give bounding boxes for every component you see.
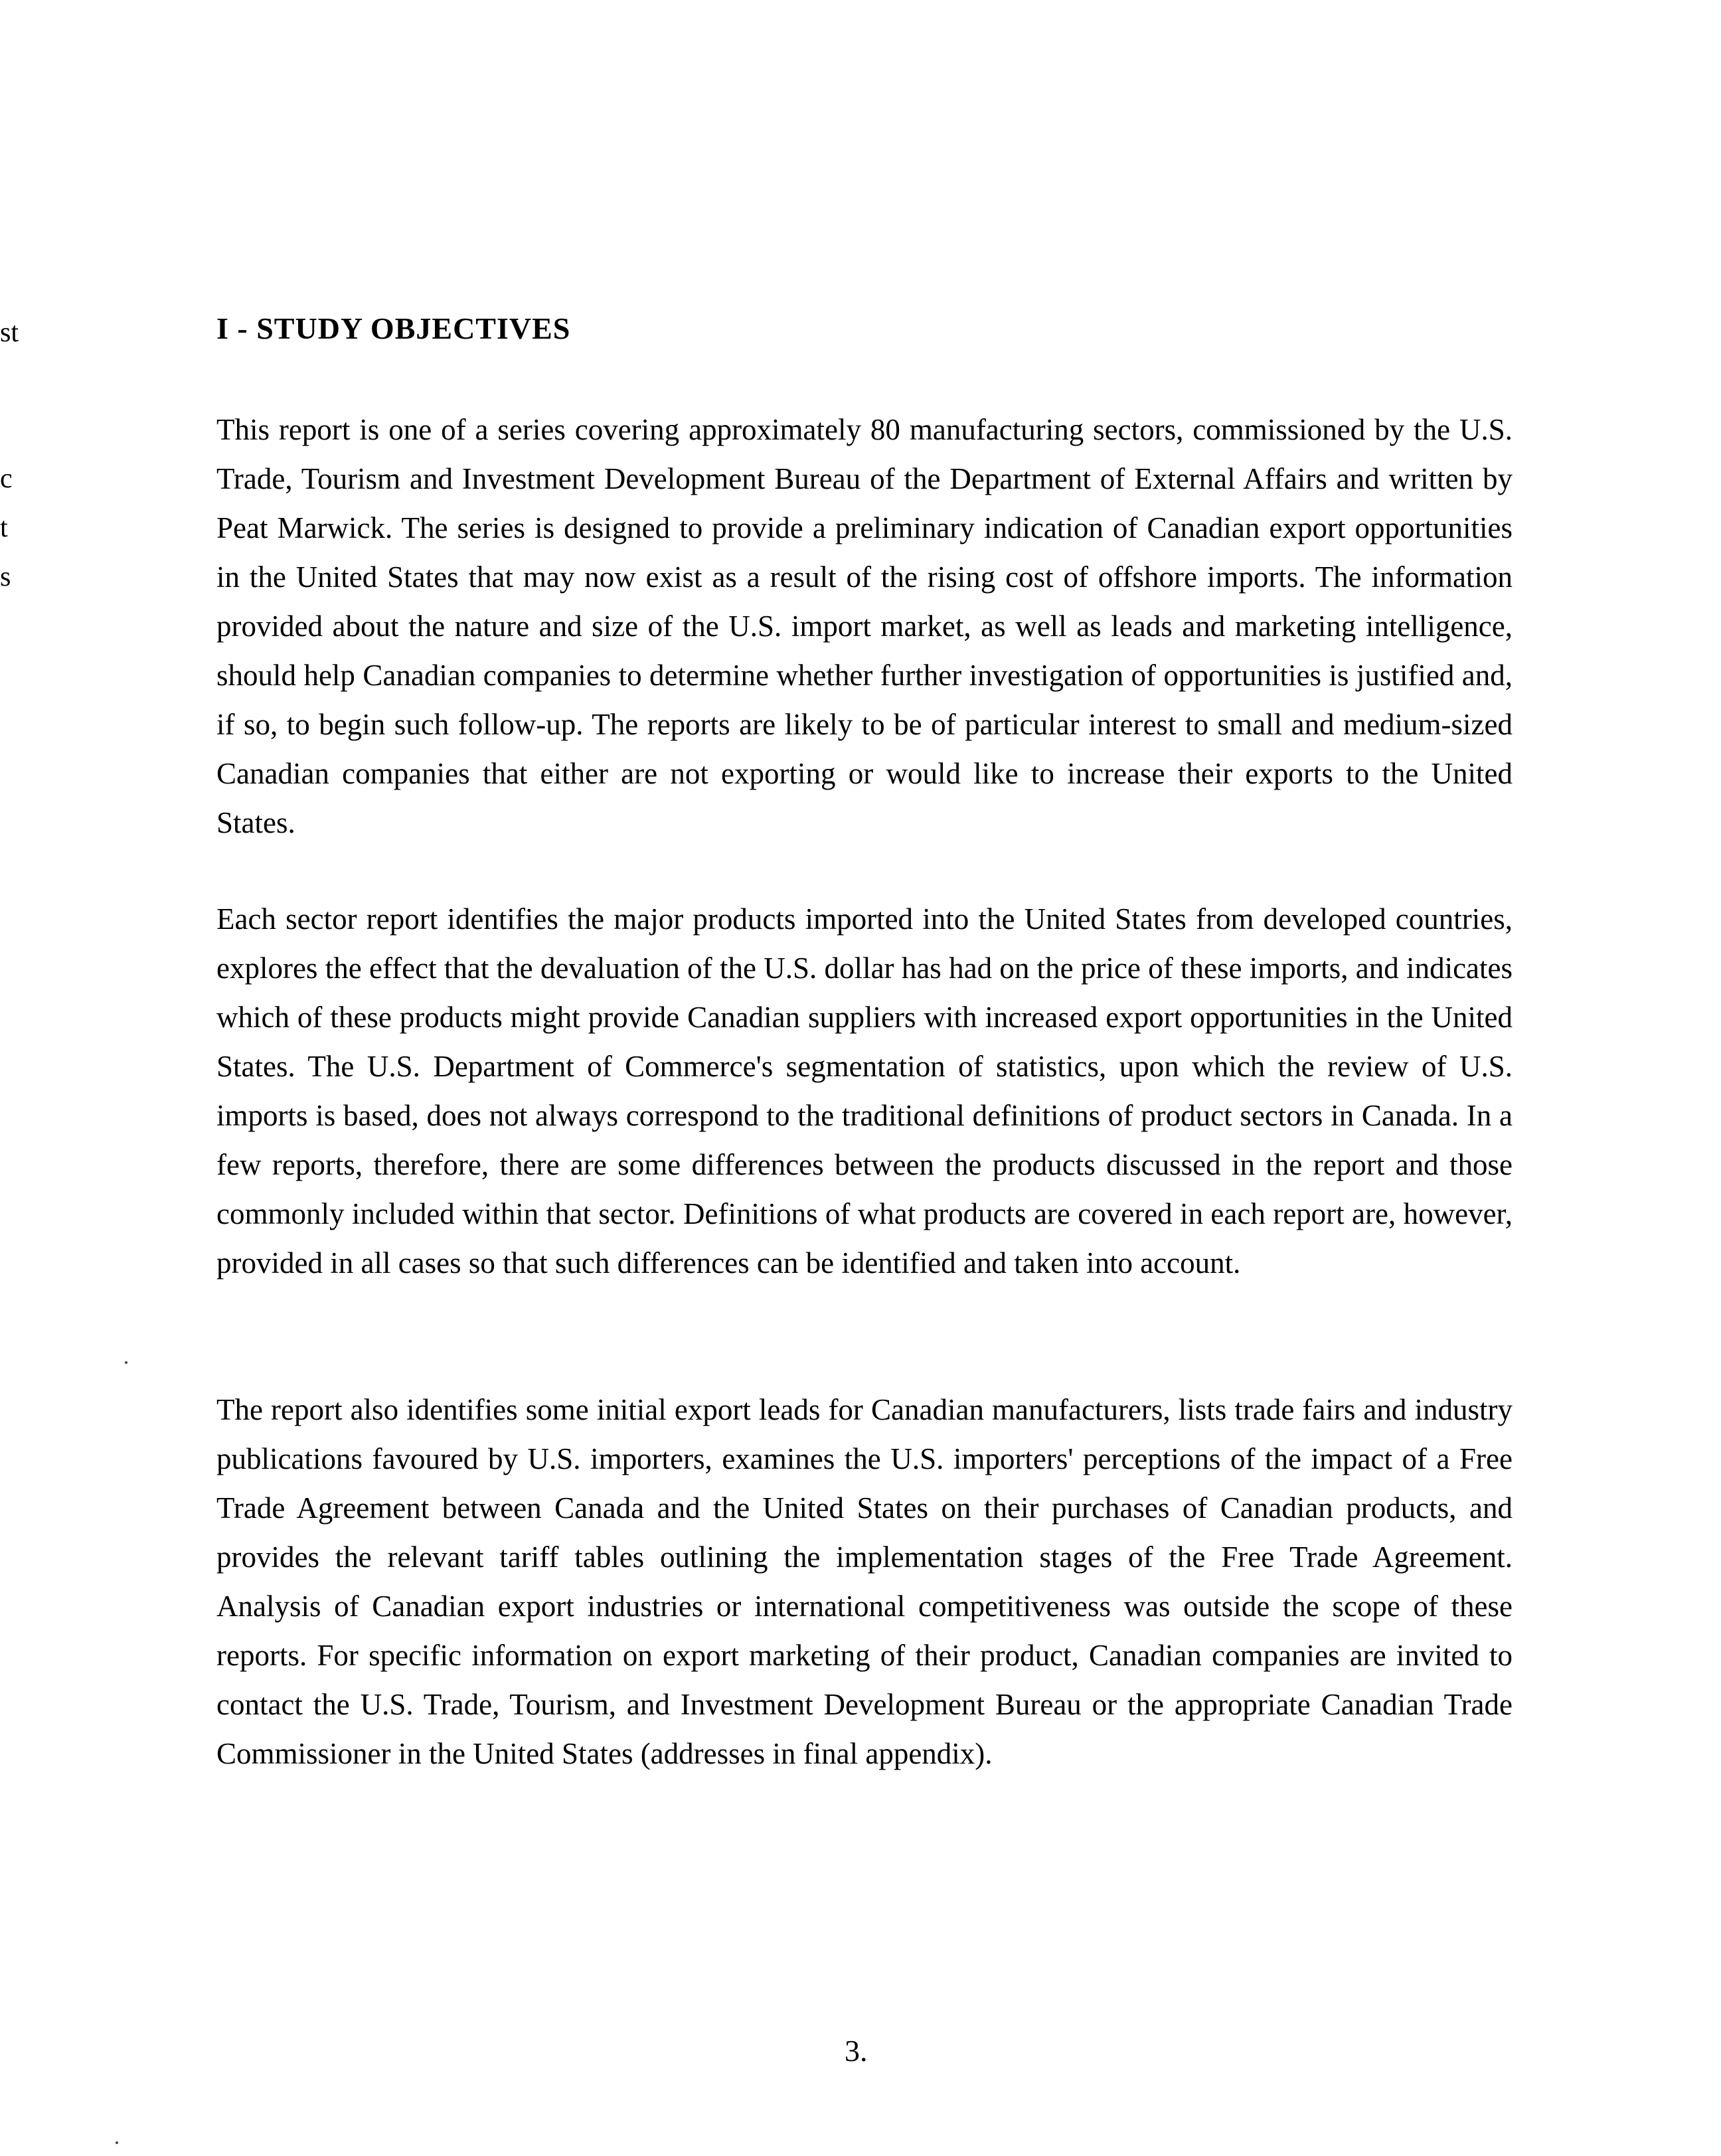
paragraph-export-leads: The report also identifies some initial export leads for Canadian manufacturers, lists trade fairs and industry publications favoured by U.S. importers, examines the U.S. importers' perceptions of the impact of a Free Trade Agreement between Canada and the United States on their purchases of Canadian products, and provides the relevant tariff tables outlining the implementation stages of the Free Trade Agreement. Analysis of Canadian export industries or international competitiveness was outside the scope of these reports. For specific information on export marketing of their product, Canadian companies are invited to contact the U.S. Trade, Tourism, and Investment Development Bureau or the appropriate Canadian Trade Commissioner in the United States (addresses in final appendix). — [216, 1393, 1513, 1770]
margin-fragment: t — [0, 513, 8, 543]
page-number: 3. — [845, 2034, 868, 2068]
margin-fragment: c — [0, 463, 13, 494]
paragraph-sector-reports: Each sector report identifies the major products imported into the United States from developed countries, explores the effect that the devaluation of the U.S. dollar has had on the price of these imports, and indicates which of these products might provide Canadian suppliers with increased export opportunities in the United States. The U.S. Department of Commerce's segmentation of statistics, upon which the review of U.S. imports is based, does not always correspond to the traditional definitions of product sectors in Canada. In a few reports, therefore, there are some differences between the products discussed in the report and those commonly included within that sector. Definitions of what products are covered in each report are, however, provided in all cases so that such differences can be identified and taken into account. — [216, 902, 1513, 1280]
section-heading: I - STUDY OBJECTIVES — [216, 311, 571, 345]
paragraph-intro: This report is one of a series covering approximately 80 manufacturing sectors, commissioned by the U.S. Trade, Tourism and Investment Development Bureau of the Department of External Affairs and written by Peat Marwick. The series is designed to provide a preliminary indication of Canadian export opportunities in the United States that may now exist as a result of the rising cost of offshore imports. The information provided about the nature and size of the U.S. import market, as well as leads and marketing intelligence, should help Canadian companies to determine whether further investigation of opportunities is justified and, if so, to begin such follow-up. The reports are likely to be of particular interest to small and medium-sized Canadian companies that either are not exporting or would like to increase their exports to the United States. — [216, 413, 1513, 839]
margin-fragment: st — [0, 317, 19, 348]
margin-fragment: s — [0, 562, 11, 592]
scan-speck — [116, 2141, 118, 2144]
scan-speck — [125, 1361, 127, 1364]
